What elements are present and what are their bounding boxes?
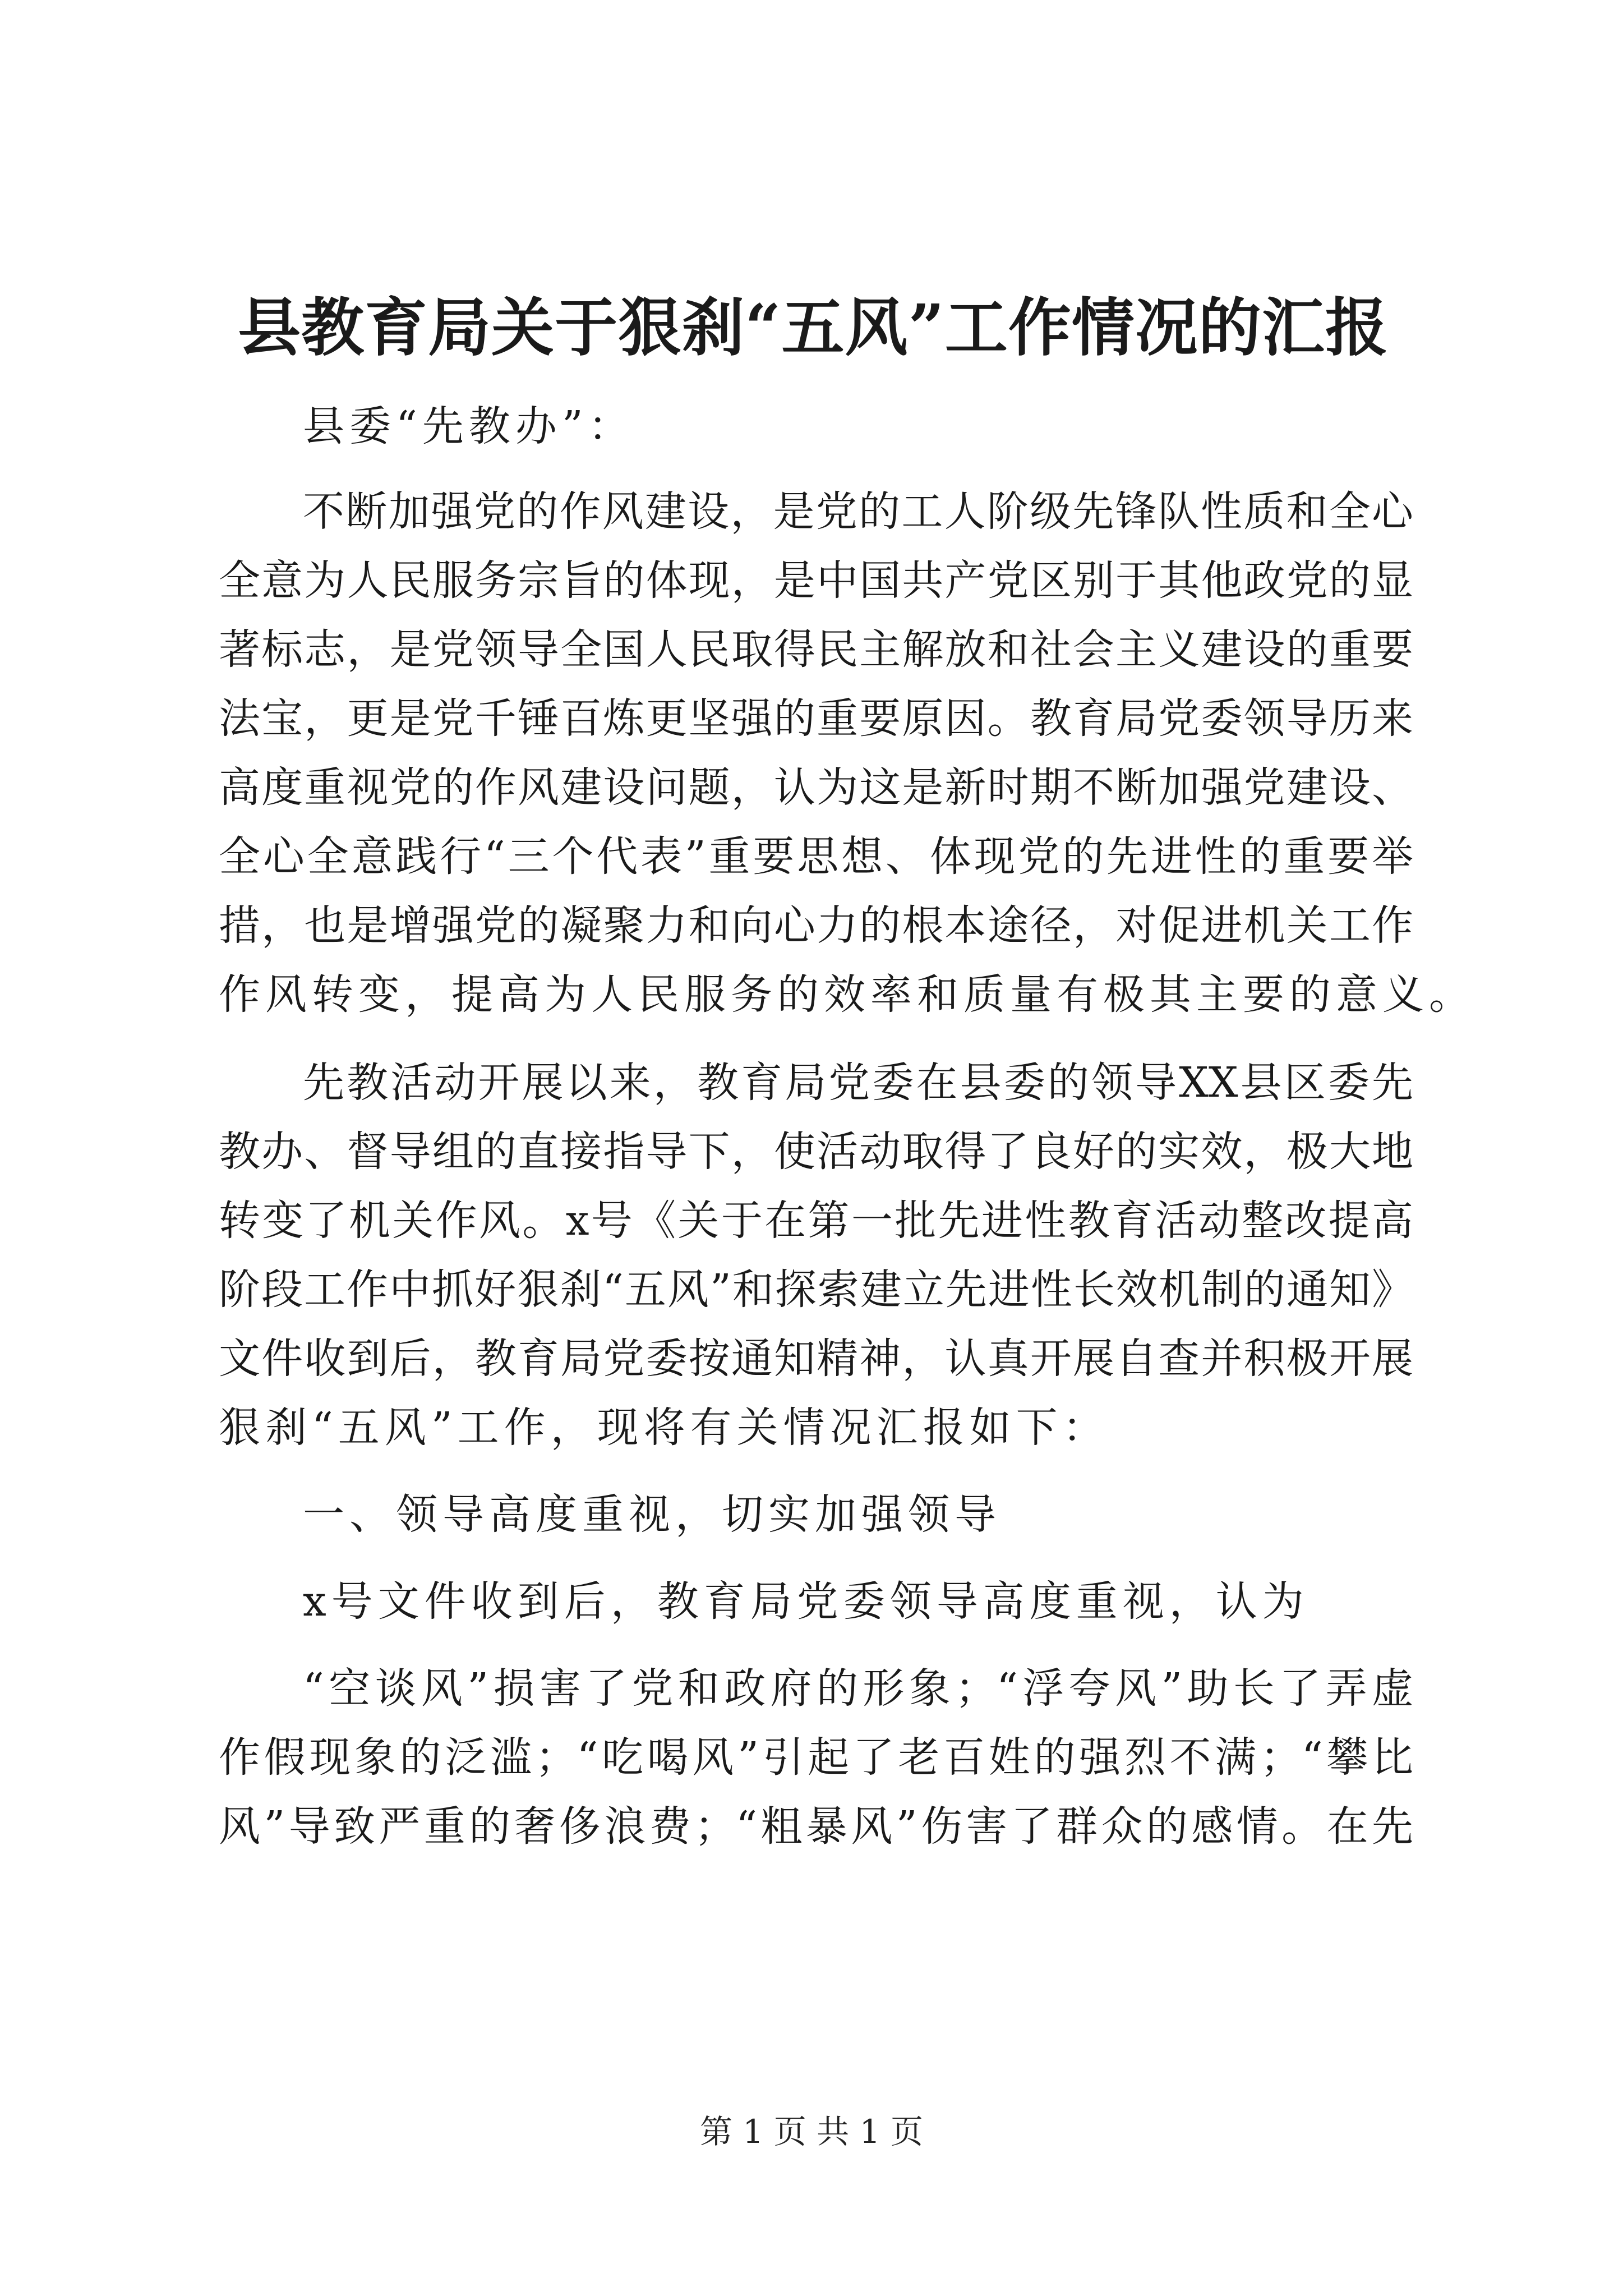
paragraph-line: 作假现象的泛滥；“吃喝风”引起了老百姓的强烈不满；“攀比 (219, 1733, 1413, 1782)
paragraph-line: “空谈风”损害了党和政府的形象；“浮夸风”助长了弄虚 (303, 1664, 1413, 1713)
paragraph-line: 风”导致严重的奢侈浪费；“粗暴风”伤害了群众的感情。在先 (219, 1802, 1413, 1851)
paragraph-line: 作风转变，提高为人民服务的效率和质量有极其主要的意义。 (219, 970, 1476, 1019)
paragraph-line: 全心全意践行“三个代表”重要思想、体现党的先进性的重要举 (219, 832, 1413, 881)
section-heading: 一、领导高度重视，切实加强领导 (303, 1490, 1001, 1539)
paragraph-line: 著标志，是党领导全国人民取得民主解放和社会主义建设的重要 (219, 625, 1413, 674)
paragraph-line: 不断加强党的作风建设，是党的工人阶级先锋队性质和全心 (303, 487, 1413, 536)
salutation: 县委“先教办”： (303, 402, 635, 450)
paragraph-line: 转变了机关作风。x号《关于在第一批先进性教育活动整改提高 (219, 1197, 1413, 1245)
page-footer: 第 1 页 共 1 页 (700, 2113, 923, 2151)
paragraph-line: 措，也是增强党的凝聚力和向心力的根本途径，对促进机关工作 (219, 901, 1413, 950)
paragraph-line: 高度重视党的作风建设问题，认为这是新时期不断加强党建设、 (219, 763, 1413, 812)
paragraph-line: 教办、督导组的直接指导下，使活动取得了良好的实效，极大地 (219, 1128, 1413, 1176)
paragraph-line: x号文件收到后，教育局党委领导高度重视，认为 (303, 1577, 1309, 1626)
paragraph-line: 文件收到后，教育局党委按通知精神，认真开展自查并积极开展 (219, 1335, 1413, 1383)
paragraph-line: 狠刹“五风”工作，现将有关情况汇报如下： (219, 1404, 1109, 1452)
paragraph-line: 先教活动开展以来，教育局党委在县委的领导XX县区委先 (303, 1059, 1413, 1107)
document-title: 县教育局关于狠刹“五风”工作情况的汇报 (238, 291, 1389, 365)
paragraph-line: 全意为人民服务宗旨的体现，是中国共产党区别于其他政党的显 (219, 556, 1413, 605)
paragraph-line: 阶段工作中抓好狠刹“五风”和探索建立先进性长效机制的通知》 (219, 1266, 1413, 1314)
paragraph-line: 法宝，更是党千锤百炼更坚强的重要原因。教育局党委领导历来 (219, 694, 1413, 743)
